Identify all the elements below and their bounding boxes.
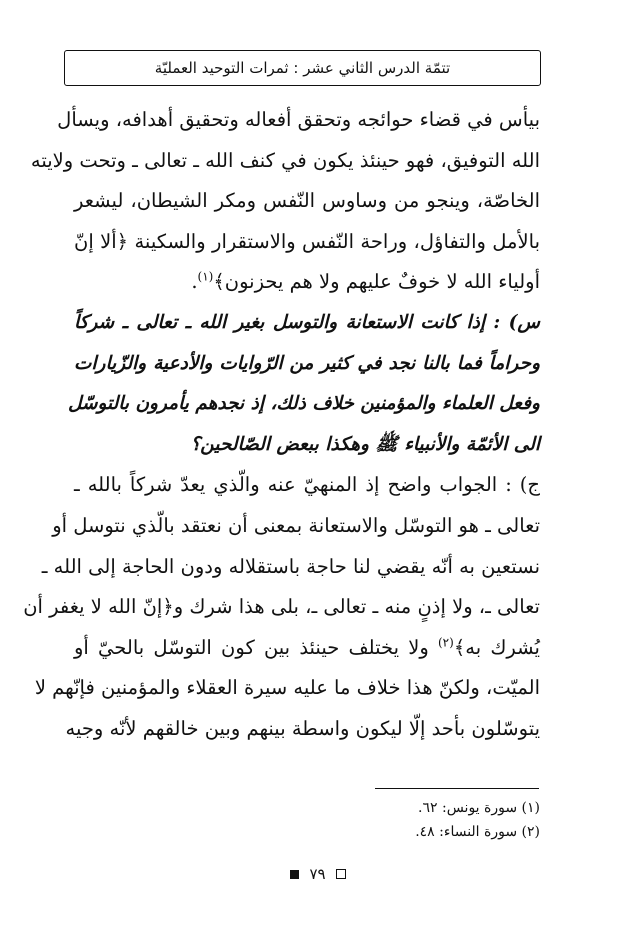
footnotes bbox=[300, 796, 540, 844]
filled-square-icon bbox=[290, 870, 299, 879]
body-line: بيأس في قضاء حوائجه وتحقق أفعاله وتحقيق أهدافه، ويسأل bbox=[57, 108, 540, 131]
question-line: الى الأئمّة والأنبياء ﷺ وهكذا ببعض الصّالحين؟ bbox=[190, 433, 540, 455]
answer-line: ج) : الجواب واضح إذ المنهيّ عنه والّذي يعدّ شركاً بالله ـ bbox=[74, 473, 540, 497]
body-line bbox=[74, 262, 540, 303]
question-line: وفعل العلماء والمؤمنين خلاف ذلك، إذ نجدهم يأمرون بالتوسّل bbox=[67, 393, 540, 415]
footnote: (١) سورة يونس: ٦٢. bbox=[418, 800, 540, 816]
body-line: بالأمل والتفاؤل، وراحة النّفس والاستقرار والسكينة ﴿ألا إنّ bbox=[74, 229, 540, 253]
answer-line-text: ولا يختلف حينئذ بين كون التوسّل بالحيّ أو bbox=[74, 635, 438, 659]
page-footer bbox=[0, 862, 636, 886]
footnote: (٢) سورة النساء: ٤٨. bbox=[415, 824, 540, 840]
body-line: الخاصّة، وينجو من وساوس النّفس ومكر الشيطان، ليشعر bbox=[74, 189, 540, 213]
body-text bbox=[23, 100, 540, 750]
question-line: س) : إذا كانت الاستعانة والتوسل بغير الله ـ تعالى ـ شركاً bbox=[74, 311, 540, 333]
footnote-ref-2: (٢) bbox=[437, 635, 454, 650]
body-line: الله التوفيق، فهو حينئذ يكون في كنف الله ـ تعالى ـ وتحت ولايته bbox=[30, 148, 540, 172]
answer-line bbox=[74, 628, 540, 669]
answer-line: تعالى ـ، ولا إذنٍ منه ـ تعالى ـ، بلى هذا شرك و﴿إنّ الله لا يغفر أن bbox=[23, 595, 540, 619]
footnote-divider bbox=[375, 788, 539, 789]
answer-line: نستعين به أنّه يقضي لنا حاجة باستقلاله ودون الحاجة إلى الله ـ bbox=[41, 554, 540, 578]
answer-line: الميّت، ولكنّ هذا خلاف ما عليه سيرة العقلاء والمؤمنين فإنّهم لا bbox=[34, 676, 540, 700]
footnote-ref-1: (١) bbox=[197, 269, 214, 284]
quran-verse: يُشرك به﴾ bbox=[453, 635, 540, 659]
question-line: وحراماً فما بالنا نجد في كثير من الرّوايات والأدعية والزّيارات bbox=[74, 352, 540, 374]
line-tail: . bbox=[191, 270, 198, 294]
page-number: ٧٩ bbox=[309, 865, 326, 883]
header-title: تتمّة الدرس الثاني عشر : ثمرات التوحيد العمليّة bbox=[154, 59, 451, 77]
answer-line: يتوسّلون بأحد إلّا ليكون واسطة بينهم وبين خالقهم لأنّه وجيه bbox=[65, 716, 540, 740]
running-header bbox=[64, 50, 541, 86]
quran-verse: أولياء الله لا خوفٌ عليهم ولا هم يحزنون﴾ bbox=[213, 270, 540, 294]
empty-square-icon bbox=[336, 869, 346, 879]
answer-line: تعالى ـ هو التوسّل والاستعانة بمعنى أن نعتقد بالّذي نتوسل أو bbox=[52, 513, 540, 537]
